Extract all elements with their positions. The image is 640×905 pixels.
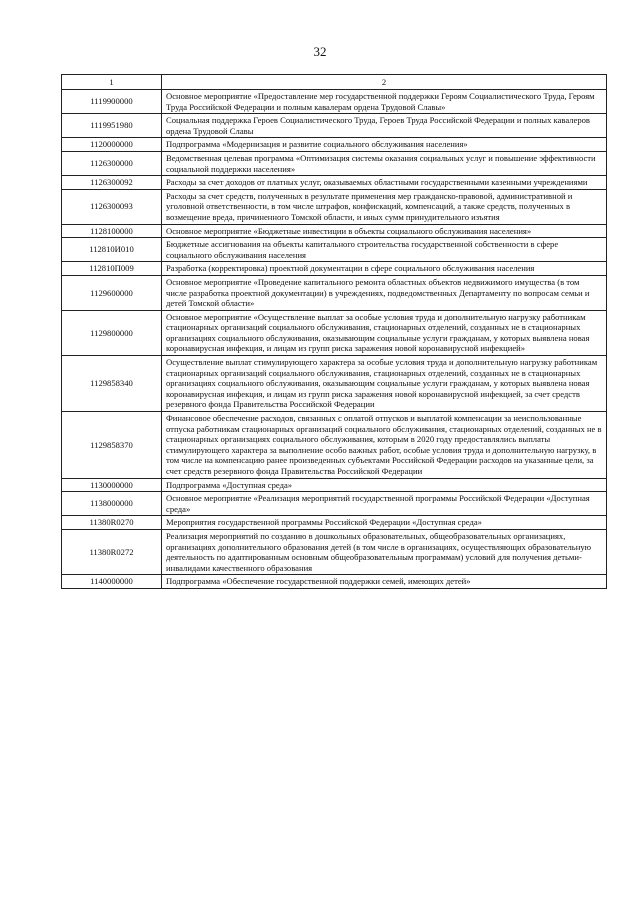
- row-description: Реализация мероприятий по созданию в дошкольных образовательных, общеобразовательных организациях, организациях дополнительного образования детей (в том числе в организациях, осуществляющих образовательную деятельность по адаптированным основным общеобразовательным программам) условий для получения детьми-инвалидами качественного образования: [162, 529, 607, 574]
- row-code: 1119900000: [62, 90, 162, 114]
- row-code: 1126300093: [62, 189, 162, 224]
- row-description: Мероприятия государственной программы Российской Федерации «Доступная среда»: [162, 516, 607, 530]
- row-code: 11380R0272: [62, 529, 162, 574]
- row-code: 112810П009: [62, 262, 162, 276]
- column-header-1: 1: [62, 75, 162, 90]
- row-code: 112810И010: [62, 238, 162, 262]
- row-code: 1129858370: [62, 412, 162, 479]
- table-row: [62, 151, 607, 175]
- row-code: 1126300000: [62, 151, 162, 175]
- row-code: 11380R0270: [62, 516, 162, 530]
- row-description: Подпрограмма «Обеспечение государственной поддержки семей, имеющих детей»: [162, 575, 607, 589]
- table-row: [62, 176, 607, 190]
- table-row: [62, 492, 607, 516]
- row-code: 1128100000: [62, 224, 162, 238]
- row-description: Основное мероприятие «Предоставление мер государственной поддержки Героям Социалистического Труда, Героям Труда Российской Федерации и полным кавалерам ордена Трудовой Славы»: [162, 90, 607, 114]
- table-row: [62, 529, 607, 574]
- table-row: [62, 356, 607, 412]
- page-number: 32: [313, 44, 327, 59]
- row-code: 1119951980: [62, 114, 162, 138]
- row-code: 1138000000: [62, 492, 162, 516]
- table-row: [62, 412, 607, 479]
- table-row: [62, 224, 607, 238]
- row-description: Социальная поддержка Героев Социалистического Труда, Героев Труда Российской Федерации и полных кавалеров ордена Трудовой Славы: [162, 114, 607, 138]
- row-description: Основное мероприятие «Бюджетные инвестиции в объекты социального обслуживания населения»: [162, 224, 607, 238]
- table-header-row: [62, 75, 607, 90]
- row-description: Основное мероприятие «Реализация мероприятий государственной программы Российской Федерации «Доступная среда»: [162, 492, 607, 516]
- row-description: Бюджетные ассигнования на объекты капитального строительства государственной собственности в сфере социального обслуживания населения: [162, 238, 607, 262]
- table-row: [62, 238, 607, 262]
- table-row: [62, 310, 607, 355]
- table-row: [62, 478, 607, 492]
- table-row: [62, 90, 607, 114]
- row-description: Расходы за счет доходов от платных услуг, оказываемых областными государственными казенными учреждениями: [162, 176, 607, 190]
- row-description: Расходы за счет средств, полученных в результате применения мер гражданско-правовой, административной и уголовной ответственности, в том числе штрафов, конфискаций, компенсаций, а также средств, полученных в возмещение вреда, причиненного Томской области, и иных сумм принудительного изъятия: [162, 189, 607, 224]
- budget-code-table: [61, 74, 607, 589]
- row-code: 1130000000: [62, 478, 162, 492]
- row-description: Подпрограмма «Модернизация и развитие социального обслуживания населения»: [162, 138, 607, 152]
- row-description: Основное мероприятие «Осуществление выплат за особые условия труда и дополнительную нагрузку работникам стационарных организаций социального обслуживания, стационарных отделений, созданных не в стационарных организациях социального обслуживания, оказывающим социальные услуги гражданам, у которых выявлена новая коронавирусная инфекция, и лицам из групп риска заражения новой коронавирусной инфекцией»: [162, 310, 607, 355]
- row-description: Основное мероприятие «Проведение капитального ремонта областных объектов недвижимого имущества (в том числе разработка проектной документации) в учреждениях, подведомственных Департаменту по вопросам семьи и детей Томской области»: [162, 275, 607, 310]
- table-row: [62, 114, 607, 138]
- row-description: Разработка (корректировка) проектной документации в сфере социального обслуживания населения: [162, 262, 607, 276]
- row-description: Финансовое обеспечение расходов, связанных с оплатой отпусков и выплатой компенсации за неиспользованные отпуска работникам стационарных организаций социального обслуживания, стационарных отделений, созданных не в стационарных организациях социального обслуживания, которым в 2020 году предоставлялись выплаты стимулирующего характера за выполнение особо важных работ, особые условия труда и дополнительную нагрузку, в том числе на компенсацию ранее произведенных субъектами Российской Федерации расходов на указанные цели, за счет средств резервного фонда Правительства Российской Федерации: [162, 412, 607, 479]
- row-code: 1126300092: [62, 176, 162, 190]
- row-code: 1140000000: [62, 575, 162, 589]
- table-row: [62, 275, 607, 310]
- row-description: Подпрограмма «Доступная среда»: [162, 478, 607, 492]
- table-row: [62, 516, 607, 530]
- table-row: [62, 575, 607, 589]
- table-row: [62, 189, 607, 224]
- row-code: 1129858340: [62, 356, 162, 412]
- row-description: Осуществление выплат стимулирующего характера за особые условия труда и дополнительную нагрузку работникам стационарных организаций социального обслуживания, стационарных отделений, созданных не в стационарных организациях социального обслуживания, оказывающим социальные услуги гражданам, у которых выявлена новая коронавирусная инфекция, и лицам из групп риска заражения новой коронавирусной инфекцией, за счет средств резервного фонда Правительства Российской Федерации: [162, 356, 607, 412]
- row-code: 1129600000: [62, 275, 162, 310]
- column-header-2: 2: [162, 75, 607, 90]
- row-description: Ведомственная целевая программа «Оптимизация системы оказания социальных услуг и повышение эффективности социальной поддержки населения»: [162, 151, 607, 175]
- table-row: [62, 138, 607, 152]
- row-code: 1120000000: [62, 138, 162, 152]
- row-code: 1129800000: [62, 310, 162, 355]
- table-row: [62, 262, 607, 276]
